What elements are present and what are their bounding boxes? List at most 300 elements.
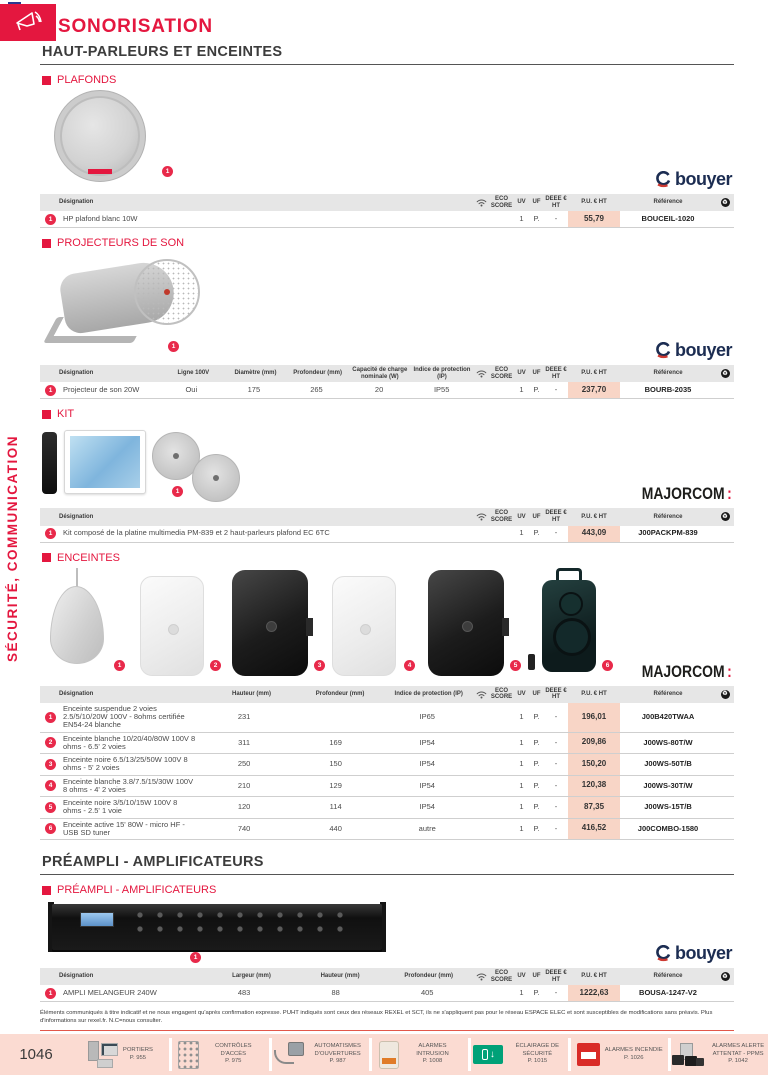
footer-link-controles-acces[interactable] — [172, 1034, 269, 1075]
legal-disclaimer: Éléments communiqués à titre indicatif et ne nous engagent qu'après confirmation expresse. PUHT indiqués sont ceux des réseaux REXEL et SCT, ils ne s'appliquent pas pour le réseau ESPACE ELEC et sont susceptibles de modifications sans préavis. Plus d'informations sur rexel.fr. N.C=nous consulter. — [40, 1010, 734, 1030]
footer-link-eclairage-securite[interactable] — [471, 1034, 568, 1075]
majorcom-logo-text: MAJORCOM — [642, 661, 725, 681]
footer-link-portiers[interactable] — [72, 1034, 169, 1075]
column-header-deee: DEEE € HT — [545, 970, 567, 983]
white-speaker-photo — [140, 576, 204, 676]
eco-score-cell — [489, 797, 514, 818]
column-header-eco-score: ECO SCORE — [490, 367, 513, 380]
table-header-row — [40, 508, 734, 525]
eco-score-cell — [489, 382, 514, 398]
bouyer-logo-text: bouyer — [674, 943, 732, 963]
recycle-cell — [716, 754, 734, 775]
footer-link-page: P. 1008 — [422, 1058, 443, 1065]
item-number-badge: 2 — [45, 737, 56, 748]
column-header-spec: Indice de protection (IP) — [413, 367, 471, 380]
footer-link-label: CONTRÔLES D'ACCÈS — [214, 1043, 252, 1057]
uv-value: 1 — [519, 759, 524, 769]
reference-value: J00WS-50T/B — [644, 759, 692, 769]
reference-value: BOUSA-1247-V2 — [639, 988, 697, 998]
uv-value: 1 — [519, 385, 524, 395]
alert-devices-thumbnail-icon — [672, 1043, 704, 1067]
item-number-badge: 6 — [45, 823, 56, 834]
eco-score-cell — [489, 819, 514, 840]
red-square-bullet — [42, 886, 51, 895]
wifi-cell — [473, 382, 489, 398]
subsection-label: KIT — [57, 408, 75, 421]
column-header-spec: Capacité de charge nominale (W) — [352, 367, 408, 380]
red-square-bullet — [42, 553, 51, 562]
spec-value: IP54 — [419, 759, 435, 769]
uv-value: 1 — [519, 988, 524, 998]
recycle-icon: ♻ — [722, 370, 728, 377]
column-header-price: P.U. € HT — [581, 199, 607, 206]
column-header-uv: UV — [517, 973, 526, 980]
plafonds-figure — [40, 90, 734, 190]
gate-motor-thumbnail-icon — [274, 1042, 304, 1068]
wifi-cell — [473, 211, 489, 227]
column-header-uf: UF — [532, 370, 541, 377]
item-number-badge: 3 — [314, 660, 325, 671]
wifi-cell — [473, 776, 489, 797]
product-designation: 2 Enceinte blanche 10/20/40/80W 100V 8 ohms - 6.5' 2 voies — [40, 733, 198, 754]
product-designation: 3 Enceinte noire 6.5/13/25/50W 100V 8 ohms - 5' 2 voies — [40, 754, 198, 775]
uf-value: P. — [533, 528, 540, 538]
bouyer-logo-text: bouyer — [674, 340, 732, 361]
product-row — [40, 733, 734, 755]
product-designation: 1 AMPLI MELANGEUR 240W — [40, 985, 198, 1001]
price-value: 120,38 — [568, 776, 620, 797]
column-header-price: P.U. € HT — [581, 513, 607, 520]
recycle-cell — [716, 382, 734, 398]
product-designation: 1 Enceinte suspendue 2 voies 2.5/5/10/20W 100V - 8ohms certifiée EN54-24 blanche — [40, 703, 198, 732]
column-header-uf: UF — [532, 973, 541, 980]
eco-score-cell — [489, 754, 514, 775]
projecteurs-figure — [40, 253, 734, 361]
uf-value: P. — [533, 737, 540, 747]
recycle-cell — [716, 703, 734, 732]
red-square-bullet — [42, 410, 51, 419]
product-row — [40, 703, 734, 733]
product-row — [40, 819, 734, 841]
footer-link-label: AUTOMATISMES D'OUVERTURES — [314, 1043, 361, 1057]
column-header-eco-score: ECO SCORE — [490, 196, 513, 209]
column-header-designation: Désignation — [59, 973, 94, 980]
column-header-deee: DEEE € HT — [545, 687, 567, 701]
price-value: 55,79 — [568, 211, 620, 227]
brand-logo-majorcom — [642, 484, 732, 504]
column-header-uv: UV — [517, 690, 526, 697]
deee-value: - — [554, 385, 558, 395]
brand-logo-majorcom — [642, 662, 732, 682]
subsection-kit — [42, 408, 734, 420]
uf-value: P. — [533, 712, 540, 721]
footer-bar — [0, 1034, 768, 1075]
column-header-spec: Hauteur (mm) — [232, 690, 272, 697]
majorcom-logo-colon: : — [727, 484, 732, 504]
footer-link-label: ALARMES INTRUSION — [416, 1043, 449, 1057]
column-header-spec: Largeur (mm) — [232, 973, 271, 980]
white-speaker-photo — [332, 576, 396, 676]
column-header-spec: Hauteur (mm) — [320, 973, 360, 980]
uf-value: P. — [533, 823, 540, 833]
item-number-badge: 1 — [45, 528, 56, 539]
microphone-photo — [528, 654, 535, 670]
eco-score-cell — [489, 985, 514, 1001]
black-speaker-photo — [428, 570, 504, 676]
spec-value: 483 — [237, 988, 251, 998]
remote-control-photo — [42, 432, 57, 494]
wifi-icon — [473, 968, 489, 985]
page-number: 1046 — [19, 1046, 53, 1063]
spec-value: 311 — [238, 737, 251, 747]
price-value: 196,01 — [568, 703, 620, 732]
column-header-spec: Indice de protection (IP) — [394, 690, 463, 697]
pendant-wire — [76, 568, 78, 588]
recycle-icon: ♻ — [722, 513, 728, 520]
projecteurs-table — [40, 365, 734, 399]
spec-value — [290, 703, 382, 732]
product-designation: 4 Enceinte blanche 3.8/7.5/15/30W 100V 8 ohms - 4' 2 voies — [40, 776, 198, 797]
deee-value: - — [554, 823, 558, 833]
reference-value: J00WS-30T/W — [643, 780, 693, 790]
column-header-price: P.U. € HT — [581, 690, 607, 697]
column-header-designation: Désignation — [59, 513, 94, 520]
footer-link-alarmes-incendie[interactable] — [571, 1034, 668, 1075]
product-designation: 1 HP plafond blanc 10W — [40, 211, 473, 227]
product-row — [40, 985, 734, 1002]
bouyer-logo-icon — [655, 171, 672, 188]
multimedia-panel-photo — [64, 430, 146, 494]
item-number-badge: 1 — [114, 660, 125, 671]
uf-value: P. — [533, 780, 540, 790]
column-header-uf: UF — [532, 199, 541, 206]
column-header-spec: Ligne 100V — [177, 370, 210, 377]
subsection-label: PROJECTEURS DE SON — [57, 237, 185, 250]
footer-link-label: ÉCLAIRAGE DE SÉCURITÉ — [515, 1043, 560, 1057]
spec-value: IP54 — [419, 780, 435, 790]
fire-call-point-thumbnail-icon — [577, 1043, 600, 1066]
spec-value: 265 — [310, 385, 323, 395]
deee-value: - — [554, 528, 558, 538]
product-row — [40, 797, 734, 819]
deee-value: - — [554, 988, 558, 998]
speaker-brand-strip — [88, 169, 112, 174]
spec-value: 405 — [420, 988, 434, 998]
deee-value: - — [554, 759, 558, 769]
subsection-projecteurs — [42, 237, 734, 249]
subsection-plafonds — [42, 74, 734, 86]
column-header-spec: Diamètre (mm) — [234, 370, 277, 377]
wifi-cell — [473, 703, 489, 732]
column-header-designation: Désignation — [59, 690, 94, 697]
uv-value: 1 — [519, 780, 524, 790]
column-header-reference: Référence — [653, 199, 683, 206]
brand-logo-bouyer — [655, 943, 732, 964]
column-header-reference: Référence — [653, 513, 683, 520]
bouyer-logo-text: bouyer — [674, 169, 732, 189]
brand-logo-bouyer — [655, 169, 732, 190]
wifi-cell — [473, 797, 489, 818]
column-header-reference: Référence — [653, 370, 683, 377]
recycle-cell — [716, 733, 734, 754]
reference-value: J00WS-80T/W — [643, 737, 693, 747]
product-designation: 1 Kit composé de la platine multimedia PM-839 et 2 haut-parleurs plafond EC 6TC — [40, 526, 473, 542]
spec-value: 169 — [329, 737, 342, 747]
wifi-icon — [473, 686, 489, 703]
footer-link-label: PORTIERS — [122, 1047, 153, 1054]
recycle-cell — [716, 819, 734, 840]
column-header-deee: DEEE € HT — [545, 510, 567, 523]
uv-value: 1 — [519, 214, 524, 224]
item-number-badge: 4 — [45, 780, 56, 791]
item-number-badge: 1 — [45, 988, 56, 999]
black-speaker-photo — [232, 570, 308, 676]
ceiling-speaker-photo — [54, 90, 146, 182]
wifi-cell — [473, 526, 489, 542]
majorcom-logo-colon: : — [727, 661, 732, 681]
column-header-eco-score: ECO SCORE — [490, 510, 513, 523]
vertical-category-label: SÉCURITÉ, COMMUNICATION — [5, 435, 20, 663]
item-number-badge: 3 — [45, 759, 56, 770]
eco-score-cell — [489, 526, 514, 542]
column-header-reference: Référence — [653, 690, 683, 697]
spec-value: 440 — [329, 823, 342, 833]
column-header-price: P.U. € HT — [581, 370, 607, 377]
deee-value: - — [554, 214, 558, 224]
spec-value: 231 — [237, 712, 251, 721]
reference-value: J00COMBO-1580 — [637, 823, 699, 833]
table-header-row — [40, 194, 734, 211]
wifi-icon — [473, 194, 489, 211]
table-header-row — [40, 686, 734, 703]
kit-table — [40, 508, 734, 542]
item-number-badge: 1 — [162, 166, 173, 177]
item-number-badge: 2 — [210, 660, 221, 671]
table-header-row — [40, 365, 734, 382]
recycle-cell — [716, 211, 734, 227]
product-row — [40, 382, 734, 399]
wifi-cell — [473, 754, 489, 775]
uv-value: 1 — [519, 528, 524, 538]
deee-value: - — [554, 712, 558, 721]
projector-grille — [134, 259, 200, 325]
item-number-badge: 5 — [45, 802, 56, 813]
column-header-spec: Profondeur (mm) — [293, 370, 342, 377]
group-title-haut-parleurs: HAUT-PARLEURS ET ENCEINTES — [40, 44, 734, 65]
price-value: 237,70 — [568, 382, 620, 398]
uf-value: P. — [533, 759, 540, 769]
column-header-deee: DEEE € HT — [545, 367, 567, 380]
column-header-uv: UV — [517, 513, 526, 520]
column-header-reference: Référence — [653, 973, 683, 980]
item-number-badge: 1 — [172, 486, 183, 497]
recycle-cell — [716, 797, 734, 818]
eco-score-cell — [489, 703, 514, 732]
preampli-table — [40, 968, 734, 1002]
subsection-label: ENCEINTES — [57, 551, 120, 564]
eco-score-cell — [489, 733, 514, 754]
item-number-badge: 1 — [45, 712, 56, 723]
footer-link-alarmes-alerte-attentat[interactable] — [671, 1034, 768, 1075]
spec-value: 175 — [247, 385, 261, 395]
product-row — [40, 211, 734, 228]
portable-speaker-photo — [542, 580, 596, 672]
footer-link-page: P. 955 — [129, 1054, 147, 1061]
subsection-label: PLAFONDS — [57, 74, 117, 86]
spec-value: IP55 — [433, 385, 450, 395]
item-number-badge: 1 — [45, 385, 56, 396]
spec-value: 740 — [237, 823, 251, 833]
item-number-badge: 5 — [510, 660, 521, 671]
product-designation: 1 Projecteur de son 20W — [40, 382, 160, 398]
product-designation: 5 Enceinte noire 3/5/10/15W 100V 8 ohms - 2.5' 1 voie — [40, 797, 198, 818]
footer-link-page: P. 1015 — [527, 1058, 548, 1065]
column-header-eco-score: ECO SCORE — [490, 970, 513, 983]
subsection-enceintes — [42, 552, 734, 564]
red-square-bullet — [42, 239, 51, 248]
spec-value: 88 — [331, 988, 340, 998]
ceiling-speaker-photo — [192, 454, 240, 502]
price-value: 416,52 — [568, 819, 620, 840]
price-value: 443,09 — [568, 526, 620, 542]
column-header-eco-score: ECO SCORE — [490, 687, 513, 701]
item-number-badge: 6 — [602, 660, 613, 671]
spec-value: IP65 — [419, 712, 435, 721]
item-number-badge: 1 — [45, 214, 56, 225]
wifi-icon — [473, 365, 489, 382]
enceintes-figure — [40, 568, 734, 682]
spec-value: 114 — [329, 802, 342, 812]
keypad-thumbnail-icon — [178, 1041, 199, 1069]
spec-value: Oui — [185, 385, 198, 395]
section-logo-block — [0, 4, 56, 41]
price-value: 150,20 — [568, 754, 620, 775]
spec-value: 250 — [237, 759, 251, 769]
uf-value: P. — [533, 988, 540, 998]
red-square-bullet — [42, 76, 51, 85]
spec-value: IP54 — [419, 737, 435, 747]
column-header-designation: Désignation — [59, 199, 94, 206]
recycle-icon: ♻ — [722, 199, 728, 206]
preampli-figure — [40, 900, 734, 964]
amplifier-display — [80, 912, 114, 927]
column-header-uv: UV — [517, 199, 526, 206]
uf-value: P. — [533, 802, 540, 812]
footer-link-page: P. 1042 — [728, 1058, 748, 1065]
spec-value: 120 — [237, 802, 251, 812]
recycle-icon: ♻ — [722, 691, 728, 698]
recycle-cell — [716, 776, 734, 797]
subsection-preampli — [42, 884, 734, 896]
price-value: 209,86 — [568, 733, 620, 754]
siren-thumbnail-icon — [379, 1041, 399, 1069]
product-row — [40, 526, 734, 543]
bouyer-logo-icon — [655, 342, 672, 359]
majorcom-logo-text: MAJORCOM — [642, 484, 725, 504]
column-header-uf: UF — [532, 690, 541, 697]
spec-value: 210 — [237, 780, 251, 790]
deee-value: - — [554, 737, 558, 747]
spec-value: IP54 — [419, 802, 435, 812]
reference-value: J00WS-15T/B — [644, 802, 692, 812]
kit-figure — [40, 424, 734, 504]
uv-value: 1 — [519, 802, 524, 812]
footer-link-label: ALARMES ALERTE ATTENTAT - PPMS — [711, 1043, 765, 1057]
enceintes-table — [40, 686, 734, 840]
spec-value: autre — [418, 823, 436, 833]
wifi-icon — [473, 508, 489, 525]
subsection-label: PRÉAMPLI - AMPLIFICATEURS — [57, 884, 217, 896]
column-header-spec: Profondeur (mm) — [404, 973, 454, 980]
item-number-badge: 1 — [168, 341, 179, 352]
reference-value: BOUCEIL-1020 — [641, 214, 695, 224]
uf-value: P. — [533, 214, 540, 224]
product-designation: 6 Enceinte active 15' 80W - micro HF - USB SD tuner — [40, 819, 198, 840]
price-value: 1222,63 — [568, 985, 620, 1001]
spec-value: 129 — [329, 780, 342, 790]
pendant-speaker-photo — [50, 586, 104, 664]
bouyer-logo-icon — [655, 945, 672, 962]
column-header-price: P.U. € HT — [581, 973, 607, 980]
group-title-preampli: PRÉAMPLI - AMPLIFICATEURS — [40, 854, 734, 875]
reference-value: J00B420TWAA — [641, 712, 695, 721]
footer-link-page: P. 975 — [225, 1058, 242, 1065]
eco-score-cell — [489, 211, 514, 227]
product-row — [40, 776, 734, 798]
plafonds-table — [40, 194, 734, 228]
reference-value: J00PACKPM-839 — [638, 528, 698, 538]
column-header-deee: DEEE € HT — [545, 196, 567, 209]
recycle-icon: ♻ — [722, 973, 728, 980]
brand-logo-bouyer — [655, 340, 732, 361]
deee-value: - — [554, 802, 558, 812]
column-header-spec: Profondeur (mm) — [315, 690, 365, 697]
spec-value: 20 — [374, 385, 384, 395]
uf-value: P. — [533, 385, 540, 395]
column-header-designation: Désignation — [59, 370, 94, 377]
footer-link-label: ALARMES INCENDIE — [604, 1047, 663, 1054]
item-number-badge: 4 — [404, 660, 415, 671]
exit-sign-thumbnail-icon: ↓ — [473, 1045, 503, 1064]
uv-value: 1 — [519, 823, 524, 833]
page-title: SONORISATION — [58, 16, 213, 37]
deee-value: - — [554, 780, 558, 790]
wifi-cell — [473, 819, 489, 840]
spec-value: 150 — [329, 759, 342, 769]
column-header-uf: UF — [532, 513, 541, 520]
uv-value: 1 — [519, 712, 524, 721]
footer-link-page: P. 1026 — [623, 1054, 644, 1061]
product-row — [40, 754, 734, 776]
wifi-cell — [473, 985, 489, 1001]
column-header-uv: UV — [517, 370, 526, 377]
reference-value: BOURB-2035 — [644, 385, 692, 395]
uv-value: 1 — [519, 737, 524, 747]
price-value: 87,35 — [568, 797, 620, 818]
footer-link-automatismes[interactable] — [272, 1034, 369, 1075]
recycle-cell — [716, 526, 734, 542]
recycle-cell — [716, 985, 734, 1001]
eco-score-cell — [489, 776, 514, 797]
intercom-thumbnail-icon — [88, 1041, 118, 1069]
amplifier-knobs — [130, 908, 350, 938]
item-number-badge: 1 — [190, 952, 201, 963]
footer-link-page: P. 987 — [329, 1058, 346, 1065]
megaphone-icon — [13, 10, 43, 36]
table-header-row — [40, 968, 734, 985]
footer-link-alarmes-intrusion[interactable] — [372, 1034, 469, 1075]
wifi-cell — [473, 733, 489, 754]
